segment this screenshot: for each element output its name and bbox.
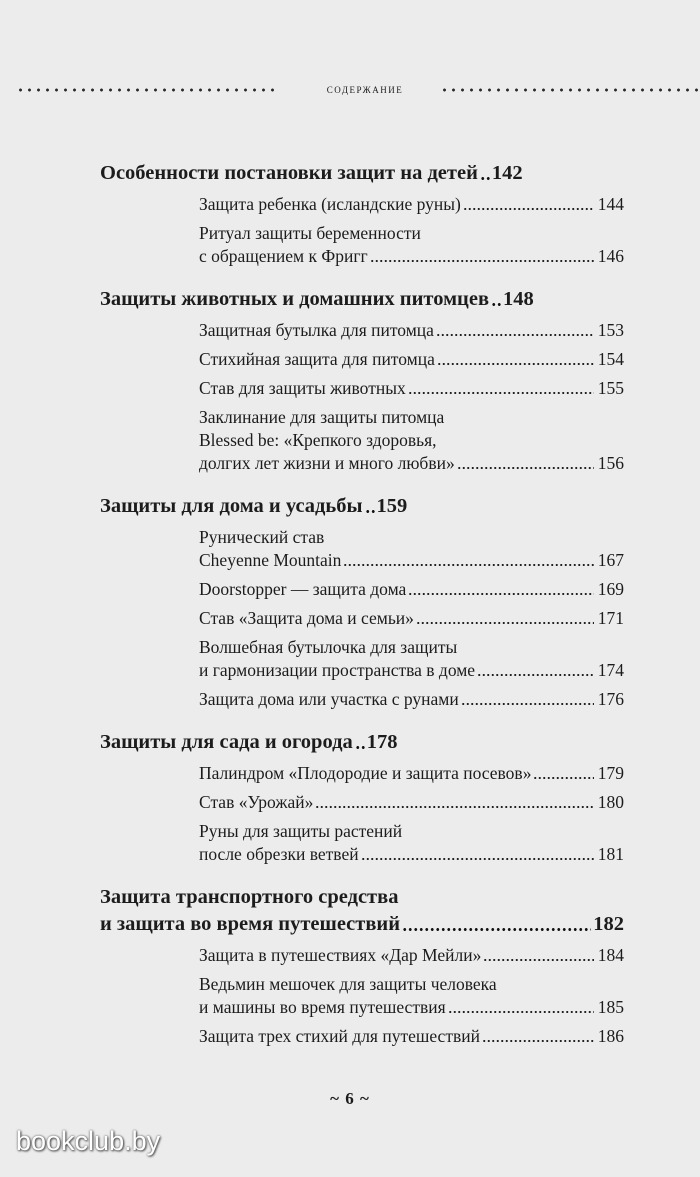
toc-section [100, 729, 624, 866]
dot-leader [365, 509, 375, 514]
toc-entry-page-number: 186 [597, 1026, 624, 1046]
toc-entry-page-number: 185 [597, 997, 624, 1017]
toc-entry [199, 607, 624, 630]
dot-leader [408, 391, 594, 395]
toc-entry-title: Защита трех стихий для путешествий [199, 1026, 480, 1046]
toc-entry-title: долгих лет жизни и много любви» [199, 453, 455, 473]
toc-entry [199, 791, 624, 814]
dot-leader [408, 592, 594, 596]
toc-entry-line [199, 222, 624, 245]
toc-entry-title: Ритуал защиты беременности [199, 223, 421, 243]
toc-entry-line [199, 1025, 624, 1048]
toc-entry-page-number: 155 [597, 378, 624, 398]
toc-entry-line [199, 452, 624, 475]
toc-entry-page-number: 179 [597, 763, 624, 783]
toc-section-page-number: 182 [593, 913, 624, 935]
toc-entry [199, 944, 624, 967]
toc-entry [199, 319, 624, 342]
toc-section [100, 884, 624, 1048]
toc-entry-page-number: 144 [597, 194, 624, 214]
toc-entry-title: Палиндром «Плодородие и защита посевов» [199, 763, 532, 783]
toc-entry-line [199, 193, 624, 216]
toc-entry-title: Защитная бутылка для питомца [199, 320, 434, 340]
toc-entry-page-number: 174 [597, 660, 624, 680]
toc-entry-line [199, 843, 624, 866]
toc-entry-title: Став «Урожай» [199, 792, 314, 812]
dot-leader [437, 362, 594, 366]
toc-entry-line [199, 688, 624, 711]
toc-entry-page-number: 169 [597, 579, 624, 599]
toc-entry-line [199, 406, 624, 429]
toc-entry [199, 222, 624, 268]
toc-entry-title: Защита ребенка (исландские руны) [199, 194, 461, 214]
toc-section-heading-line [100, 729, 398, 756]
toc-section-heading [100, 160, 624, 187]
toc-section [100, 493, 624, 711]
toc-entry-line [199, 996, 624, 1019]
toc-entry [199, 377, 624, 400]
dot-leader [533, 776, 594, 780]
toc-entry-line [199, 791, 624, 814]
toc-entry-line [199, 245, 624, 268]
toc-entry-line [199, 636, 624, 659]
dot-leader [483, 958, 594, 962]
toc-entry-title: Став для защиты животных [199, 378, 406, 398]
toc-entry [199, 688, 624, 711]
dot-leader [461, 702, 594, 706]
toc-entry-line [199, 578, 624, 601]
page-number: ~ 6 ~ [330, 1089, 370, 1108]
toc-section-page-number: 178 [366, 731, 398, 753]
toc-entry [199, 820, 624, 866]
dot-leader [491, 302, 501, 307]
toc-entry-title: и машины во время путешествия [199, 997, 446, 1017]
toc-entry [199, 578, 624, 601]
toc-entry-line [199, 526, 624, 549]
toc-section-page-number: 148 [503, 288, 534, 310]
toc-section-title: Защиты животных и домашних питомцев [100, 288, 490, 310]
dot-leader [315, 805, 594, 809]
toc-entry [199, 1025, 624, 1048]
toc-entry [199, 406, 624, 475]
toc-section [100, 160, 624, 268]
toc-section-page-number: 142 [491, 162, 523, 184]
dot-leader [370, 259, 594, 263]
toc-entry [199, 193, 624, 216]
toc-entry-title: Cheyenne Mountain [199, 550, 342, 570]
toc-entry-page-number: 181 [597, 844, 624, 864]
toc-entry-page-number: 154 [597, 349, 624, 369]
toc-entry [199, 973, 624, 1019]
toc-entry [199, 348, 624, 371]
dot-leader [361, 857, 594, 861]
toc-section-title: Особенности постановки защит на детей [100, 162, 478, 184]
dot-leader [355, 745, 365, 750]
toc-entry-line [199, 549, 624, 572]
toc-entry [199, 636, 624, 682]
toc-entry-line [199, 319, 624, 342]
toc-entry-title: Защита дома или участка с рунами [199, 689, 459, 709]
toc-section-heading [100, 493, 624, 520]
toc-section-title: и защита во время путешествий [100, 913, 401, 935]
toc-section-heading [100, 286, 624, 313]
toc-entry-line [199, 607, 624, 630]
toc-entry-title: Ведьмин мешочек для защиты человека [199, 974, 497, 994]
toc-section-title: Защиты для дома и усадьбы [100, 495, 363, 517]
table-of-contents [100, 160, 624, 1066]
toc-entry-line [199, 820, 624, 843]
dot-leader [402, 927, 591, 932]
toc-entry-title: Стихийная защита для питомца [199, 349, 435, 369]
toc-section-heading-line [100, 493, 407, 520]
toc-entry-page-number: 176 [597, 689, 624, 709]
toc-entry-title: Защита в путешествиях «Дар Мейли» [199, 945, 482, 965]
toc-entry-title: с обращением к Фригг [199, 246, 368, 266]
toc-entry-title: Руны для защиты растений [199, 821, 403, 841]
toc-section-title: Защиты для сада и огорода [100, 731, 353, 753]
toc-section-heading [100, 884, 624, 938]
dot-leader [448, 1010, 594, 1014]
dot-leader [436, 333, 594, 337]
dot-leader [416, 621, 594, 625]
toc-entry-line [199, 348, 624, 371]
toc-entry-line [199, 944, 624, 967]
toc-entry-page-number: 153 [597, 320, 624, 340]
toc-entry-title: Став «Защита дома и семьи» [199, 608, 414, 628]
dot-leader [343, 563, 594, 567]
toc-section-heading-line [100, 884, 624, 911]
toc-entry-line [199, 973, 624, 996]
dot-leader [463, 207, 594, 211]
toc-entry-title: Волшебная бутылочка для защиты [199, 637, 458, 657]
dot-leader [480, 176, 490, 181]
toc-entry-title: Рунический став [199, 527, 325, 547]
toc-entry-line [199, 659, 624, 682]
header-dot-ornament-left [16, 87, 278, 93]
toc-entry-line [199, 429, 624, 452]
toc-entry-page-number: 167 [597, 550, 624, 570]
toc-entry-page-number: 171 [597, 608, 624, 628]
toc-entry-line [199, 762, 624, 785]
toc-entry-title: Blessed be: «Крепкого здоровья, [199, 430, 437, 450]
toc-section-heading-line [100, 911, 624, 938]
toc-entry-page-number: 146 [597, 246, 624, 266]
toc-section-heading-line [100, 286, 534, 313]
toc-entry [199, 762, 624, 785]
toc-section-title: Защита транспортного средства [100, 886, 399, 908]
dot-leader [477, 673, 594, 677]
toc-section [100, 286, 624, 475]
toc-section-heading [100, 729, 624, 756]
header-dot-ornament-right [440, 87, 700, 93]
toc-entry [199, 526, 624, 572]
running-header [0, 78, 700, 102]
toc-entry-page-number: 180 [597, 792, 624, 812]
toc-entry-page-number: 156 [597, 453, 624, 473]
dot-leader [457, 466, 594, 470]
toc-entry-title: Doorstopper — защита дома [199, 579, 407, 599]
toc-section-heading-line [100, 160, 523, 187]
toc-entry-page-number: 184 [597, 945, 624, 965]
toc-entry-title: и гармонизации пространства в доме [199, 660, 476, 680]
toc-entry-title: после обрезки ветвей [199, 844, 359, 864]
toc-entry-title: Заклинание для защиты питомца [199, 407, 445, 427]
toc-section-page-number: 159 [376, 495, 408, 517]
toc-entry-line [199, 377, 624, 400]
watermark: bookclub.by [16, 1126, 161, 1156]
running-header-title: содержание [326, 81, 404, 96]
dot-leader [482, 1039, 594, 1043]
